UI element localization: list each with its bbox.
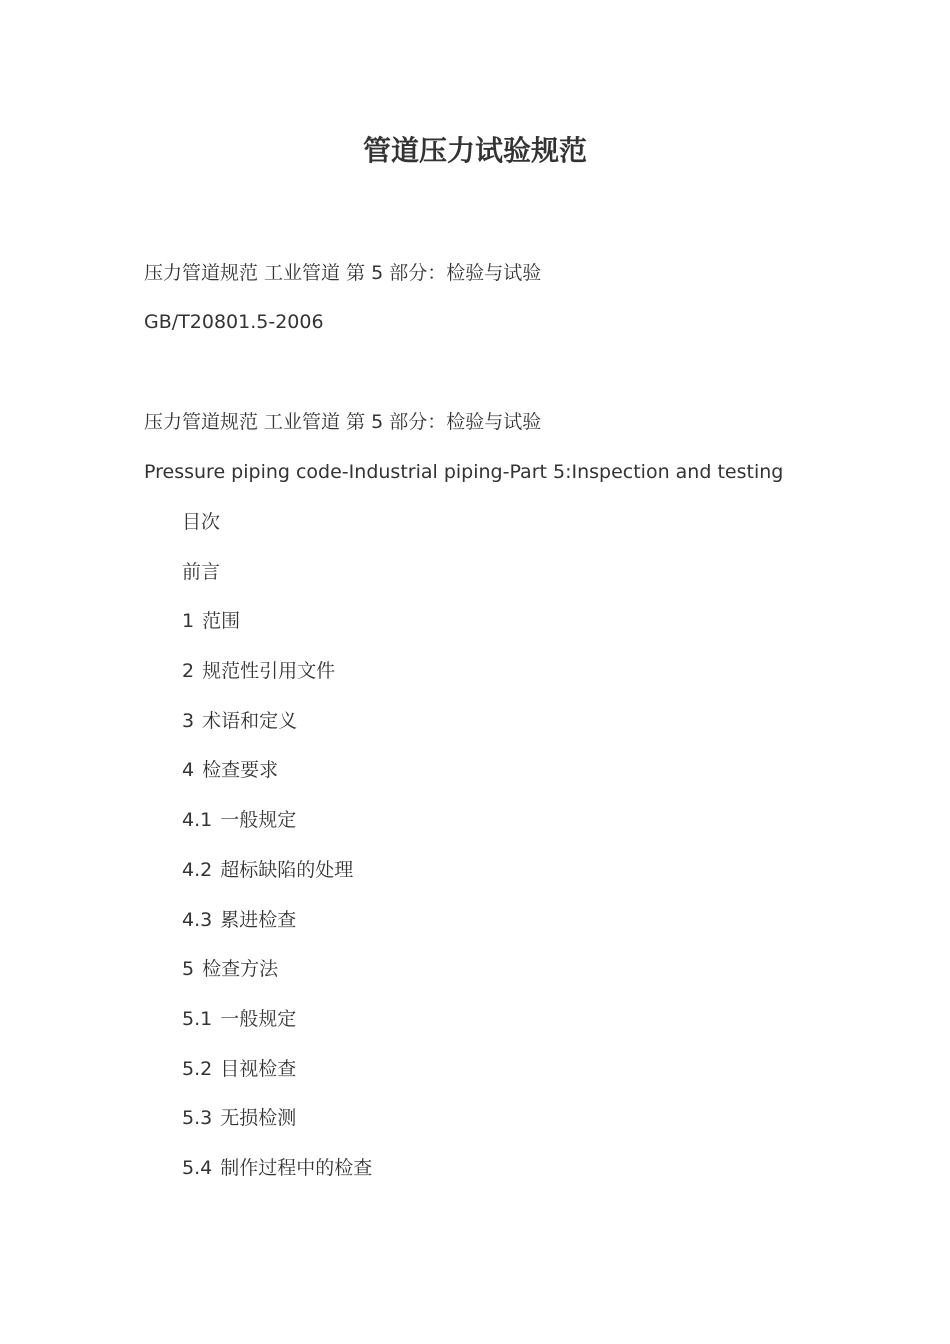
toc-item-label: 范围 <box>202 610 241 633</box>
toc-item <box>182 657 372 685</box>
toc-item-label: 一般规定 <box>220 1007 297 1030</box>
toc-item-label: 术语和定义 <box>202 709 298 732</box>
toc-item-label: 目视检查 <box>220 1057 297 1080</box>
toc-item-number: 4.3 <box>182 908 213 931</box>
toc-item-number: 5.2 <box>182 1057 213 1080</box>
toc-item <box>182 508 372 536</box>
standard-name-repeat: 压力管道规范 工业管道 第 5 部分：检验与试验 <box>144 411 542 433</box>
toc-item <box>182 906 372 934</box>
toc-item-number: 3 <box>182 709 195 732</box>
toc-item-label: 制作过程中的检查 <box>220 1156 373 1179</box>
toc-item <box>182 1104 372 1132</box>
standard-name: 压力管道规范 工业管道 第 5 部分：检验与试验 <box>144 262 542 284</box>
toc-item-number: 5.4 <box>182 1156 213 1179</box>
toc-item <box>182 1055 372 1083</box>
toc-item-number: 1 <box>182 610 195 633</box>
toc-item-number: 4.1 <box>182 809 213 832</box>
toc-item <box>182 1154 372 1182</box>
toc-item <box>182 806 372 834</box>
toc-item <box>182 607 372 635</box>
toc-item-label: 一般规定 <box>220 809 297 832</box>
toc-item <box>182 707 372 735</box>
toc-item <box>182 955 372 983</box>
toc-item <box>182 756 372 784</box>
toc-item-number: 2 <box>182 660 195 683</box>
toc-item-label: 规范性引用文件 <box>202 660 336 683</box>
toc-item-number: 5 <box>182 958 195 981</box>
toc-item-label: 目次 <box>182 511 221 533</box>
toc-item-number: 4.2 <box>182 858 213 881</box>
toc-item <box>182 558 372 586</box>
toc-item-number: 4 <box>182 759 195 782</box>
toc-item-label: 超标缺陷的处理 <box>220 858 354 881</box>
document-title: 管道压力试验规范 <box>362 134 587 167</box>
toc-item-label: 无损检测 <box>220 1107 297 1130</box>
toc-item <box>182 1005 372 1033</box>
toc-item-number: 5.3 <box>182 1107 213 1130</box>
toc-item-label: 累进检查 <box>220 908 297 931</box>
table-of-contents <box>182 508 372 1204</box>
toc-item-label: 前言 <box>182 560 221 583</box>
english-title: Pressure piping code-Industrial piping-Part 5:Inspection and testing <box>144 461 784 483</box>
toc-item-number: 5.1 <box>182 1007 213 1030</box>
toc-item-label: 检查要求 <box>202 759 279 782</box>
toc-item <box>182 856 372 884</box>
toc-item-label: 检查方法 <box>202 958 279 981</box>
standard-code: GB/T20801.5-2006 <box>144 311 324 333</box>
